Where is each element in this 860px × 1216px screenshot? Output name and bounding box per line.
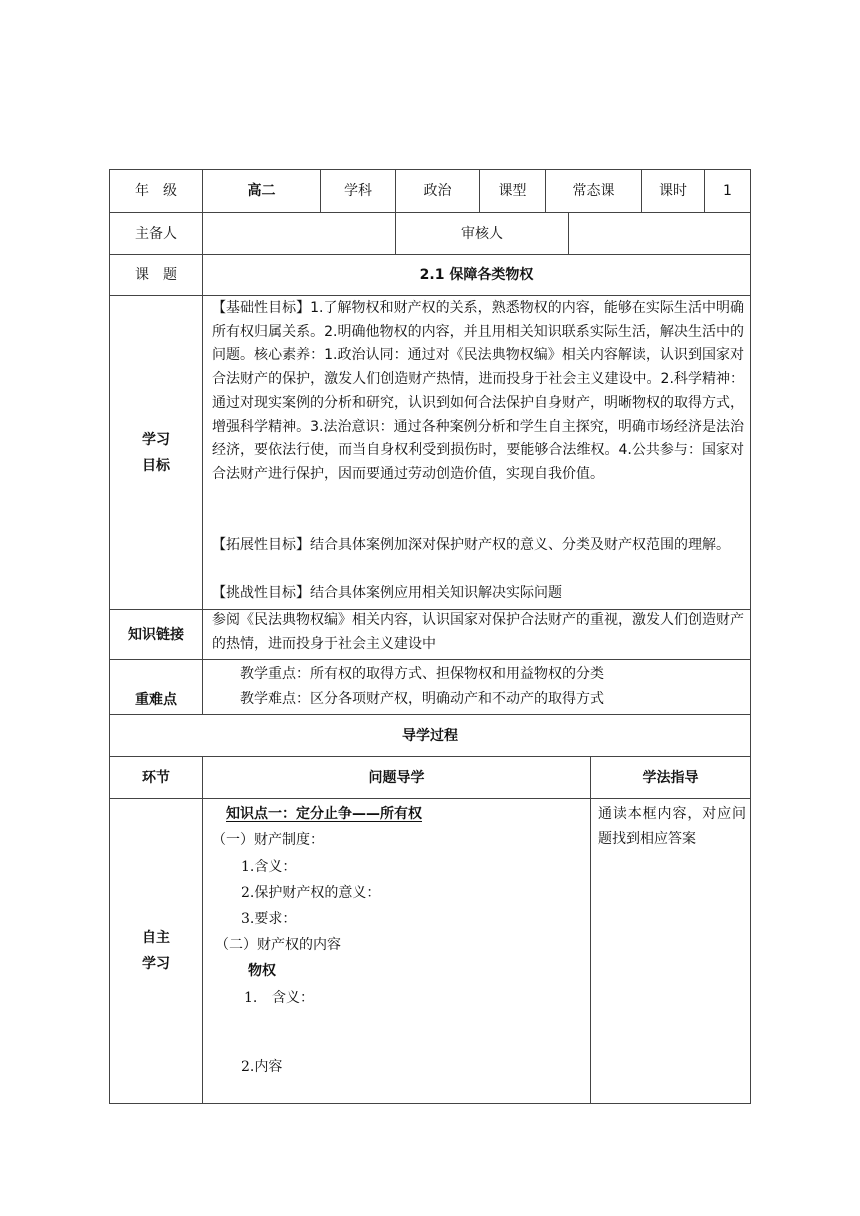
objectives-extended: 【拓展性目标】结合具体案例加深对保护财产权的意义、分类及财产权范围的理解。	[212, 537, 730, 553]
key-points-label: 重难点	[135, 692, 177, 708]
real-rights-meaning-item: 含义：	[272, 990, 314, 1006]
teaching-focus: 教学重点：所有权的取得方式、担保物权和用益物权的分类	[240, 666, 604, 682]
requirements-item: 3.要求：	[241, 911, 297, 927]
objectives-challenge: 【挑战性目标】结合具体案例应用相关知识解决实际问题	[212, 585, 562, 601]
self-study-label-line2: 学习	[142, 956, 170, 972]
row-divider	[109, 659, 751, 660]
objectives-label-line1: 学习	[142, 431, 170, 448]
col-header-stage: 环节	[142, 769, 170, 786]
real-rights-meaning-number: 1.	[244, 990, 258, 1006]
knowledge-link-text: 参阅《民法典物权编》相关内容，认识国家对保护合法财产的重视，激发人们创造财产的热情，进而投身于社会主义建设中	[212, 612, 744, 652]
protection-significance-item: 2.保护财产权的意义：	[241, 885, 381, 901]
col-divider	[202, 254, 203, 714]
self-study-label	[110, 799, 202, 1103]
teaching-difficulty: 教学难点：区分各项财产权，明确动产和不动产的取得方式	[240, 691, 604, 707]
meaning-item: 1.含义：	[241, 859, 297, 875]
preparer-label: 主备人	[135, 225, 177, 242]
table-border-bottom	[109, 1103, 751, 1104]
property-system-item: （一）财产制度：	[212, 832, 324, 848]
self-study-label-line1: 自主	[142, 930, 170, 946]
objectives-label	[110, 296, 202, 609]
knowledge-point-heading: 知识点一：定分止争——所有权	[226, 806, 422, 822]
knowledge-link-label: 知识链接	[128, 626, 184, 643]
preparer-value	[203, 213, 395, 254]
reviewer-label: 审核人	[461, 225, 503, 242]
objectives-basic: 【基础性目标】1.了解物权和财产权的关系，熟悉物权的内容，能够在实际生活中明确所有权归属关系。2.明确他物权的内容，并且用相关知识联系实际生活，解决生活中的问题。核心素养：1.政治认同：通过对《民法典物权编》相关内容解读，认识到国家对合法财产的保护，激发人们创造财产热情，进而投身于社会主义建设中。2.科学精神：通过对现实案例的分析和研究，认识到如何合法保护自身财产，明晰物权的取得方式，增强科学精神。3.法治意识：通过各种案例分析和学生自主探究，明确市场经济是法治经济，要依法行使，而当自身权利受到损伤时，要能够合法维权。4.公共参与：国家对合法财产进行保护，因而要通过劳动创造价值，实现自我价值。	[212, 300, 744, 482]
row-divider	[109, 295, 751, 296]
real-rights-subheading: 物权	[248, 963, 276, 979]
lesson-type-label: 课型	[498, 183, 527, 199]
process-title: 导学过程	[402, 727, 458, 744]
real-rights-content-item: 2.内容	[241, 1059, 283, 1075]
subject-label: 学科	[344, 183, 372, 199]
grade-value: 高二	[247, 183, 276, 199]
lesson-type-value: 常态课	[572, 183, 615, 199]
row-divider	[109, 798, 751, 799]
col-divider	[590, 756, 591, 1103]
period-value: 1	[723, 183, 732, 199]
table-border-right	[750, 169, 751, 1103]
col-divider	[202, 756, 203, 1103]
study-method-text: 通读本框内容，对应问题找到相应答案	[598, 806, 746, 847]
reviewer-value	[569, 213, 750, 254]
col-header-method: 学法指导	[642, 769, 699, 786]
topic-title: 2.1 保障各类物权	[419, 267, 534, 283]
objectives-label-line2: 目标	[142, 457, 170, 474]
property-rights-content-item: （二）财产权的内容	[215, 937, 341, 953]
topic-label: 课 题	[135, 267, 177, 283]
grade-label: 年 级	[135, 183, 177, 199]
col-header-questions: 问题导学	[368, 769, 425, 786]
period-label: 课时	[659, 183, 687, 199]
subject-value: 政治	[423, 183, 452, 199]
